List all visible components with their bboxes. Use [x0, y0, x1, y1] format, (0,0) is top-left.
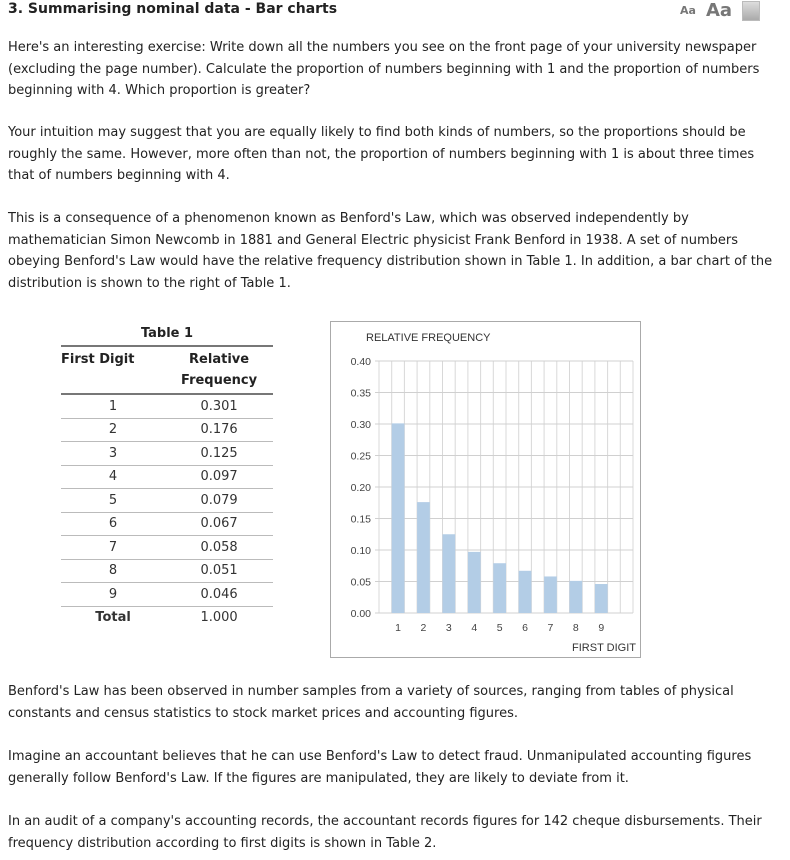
paragraph-audit: In an audit of a company's accounting records, the accountant records figures for 142 cheque disbursements. Their frequency distribution according to first digits is shown in Table 2.	[8, 814, 762, 851]
total-value: 1.000	[200, 610, 238, 626]
bar-digit-2	[417, 502, 430, 613]
decrease-font-button[interactable]: Aa	[680, 4, 696, 17]
x-tick-label: 2	[420, 622, 427, 634]
y-tick-label: 0.30	[350, 419, 371, 431]
relative-frequency-cell: 0.176	[165, 418, 273, 442]
table-row	[61, 489, 273, 513]
relative-frequency-cell: 0.067	[165, 512, 273, 536]
table-row	[61, 394, 273, 418]
bar-digit-9	[595, 584, 608, 613]
bar-chart	[330, 321, 641, 658]
increase-font-button[interactable]: Aa	[705, 0, 733, 21]
paragraph-intuition: Your intuition may suggest that you are equally likely to find both kinds of numbers, so the proportions should be roughly the same. However, more often than not, the proportion of numbers beginning with 1 is about three times that of numbers beginning with 4.	[8, 125, 755, 183]
x-tick-label: 5	[496, 622, 503, 634]
bar-digit-5	[493, 563, 506, 613]
paragraph-fraud: Imagine an accountant believes that he can use Benford's Law to detect fraud. Unmanipulated accounting figures generally follow Benford's Law. If the figures are manipulated, they are likely to deviate from it.	[8, 749, 752, 786]
table-row	[61, 512, 273, 536]
section-title: 3. Summarising nominal data - Bar charts	[8, 1, 338, 17]
bar-digit-8	[570, 581, 583, 613]
header-first-digit: First Digit	[61, 352, 135, 367]
toolbar	[680, 0, 760, 21]
relative-frequency-cell: 0.051	[165, 559, 273, 583]
relative-frequency-cell: 0.125	[165, 442, 273, 466]
table-1	[61, 326, 273, 629]
x-tick-label: 1	[395, 622, 401, 634]
table-row	[61, 465, 273, 489]
relative-frequency-cell: 0.301	[165, 394, 273, 418]
header-relative-frequency: Relative Frequency	[181, 352, 258, 388]
paragraph-intro: Here's an interesting exercise: Write down all the numbers you see on the front page of your university newspaper (excluding the page number). Calculate the proportion of numbers beginning with 1 and the proportion of numbers beginning with 4. Which proportion is greater?	[8, 40, 760, 98]
x-tick-label: 9	[598, 622, 605, 634]
relative-frequency-cell: 0.097	[165, 465, 273, 489]
first-digit-cell: 1	[61, 394, 165, 418]
y-tick-label: 0.00	[350, 608, 371, 620]
first-digit-cell: 5	[61, 489, 165, 513]
table-caption: Table 1	[140, 326, 194, 341]
first-digit-cell: 9	[61, 583, 165, 607]
bar-digit-6	[519, 571, 532, 613]
first-digit-cell: 7	[61, 536, 165, 560]
first-digit-cell: 4	[61, 465, 165, 489]
x-tick-label: 4	[471, 622, 478, 634]
x-axis-label: FIRST DIGIT	[572, 642, 636, 654]
relative-frequency-cell: 0.079	[165, 489, 273, 513]
paragraph-sources: Benford's Law has been observed in number samples from a variety of sources, ranging from tables of physical constants and census statistics to stock market prices and accounting figures.	[8, 684, 734, 721]
y-tick-label: 0.05	[350, 576, 371, 589]
x-tick-label: 8	[572, 622, 579, 634]
y-tick-label: 0.40	[350, 356, 371, 368]
y-axis-label: RELATIVE FREQUENCY	[366, 332, 491, 344]
paragraph-benford: This is a consequence of a phenomenon known as Benford's Law, which was observed independently by mathematician Simon Newcomb in 1881 and General Electric physicist Frank Benford in 1938. A set of numbers obeying Benford's Law would have the relative frequency distribution shown in Table 1. In addition, a bar chart of the distribution is shown to the right of Table 1.	[8, 211, 773, 291]
total-label: Total	[95, 610, 131, 626]
chart-frame	[331, 322, 641, 658]
table-row	[61, 442, 273, 466]
y-tick-label: 0.35	[350, 387, 371, 400]
bar-digit-1	[392, 423, 405, 613]
first-digit-cell: 8	[61, 559, 165, 583]
x-tick-label: 7	[547, 622, 554, 634]
first-digit-cell: 2	[61, 418, 165, 442]
bar-digit-7	[544, 576, 557, 613]
x-tick-label: 6	[522, 622, 528, 634]
first-digit-cell: 3	[61, 442, 165, 466]
x-tick-label: 3	[445, 622, 452, 634]
print-icon[interactable]	[742, 1, 760, 21]
y-tick-label: 0.20	[350, 482, 371, 494]
bar-digit-4	[468, 552, 481, 613]
y-tick-label: 0.15	[350, 513, 371, 526]
table-row	[61, 536, 273, 560]
y-tick-label: 0.25	[350, 450, 371, 463]
relative-frequency-cell: 0.046	[165, 583, 273, 607]
table-row	[61, 418, 273, 442]
table-row	[61, 559, 273, 583]
first-digit-cell: 6	[61, 512, 165, 536]
y-tick-label: 0.10	[350, 545, 371, 557]
table-total-row	[61, 606, 273, 629]
table-row	[61, 583, 273, 607]
bar-digit-3	[443, 534, 456, 613]
relative-frequency-cell: 0.058	[165, 536, 273, 560]
